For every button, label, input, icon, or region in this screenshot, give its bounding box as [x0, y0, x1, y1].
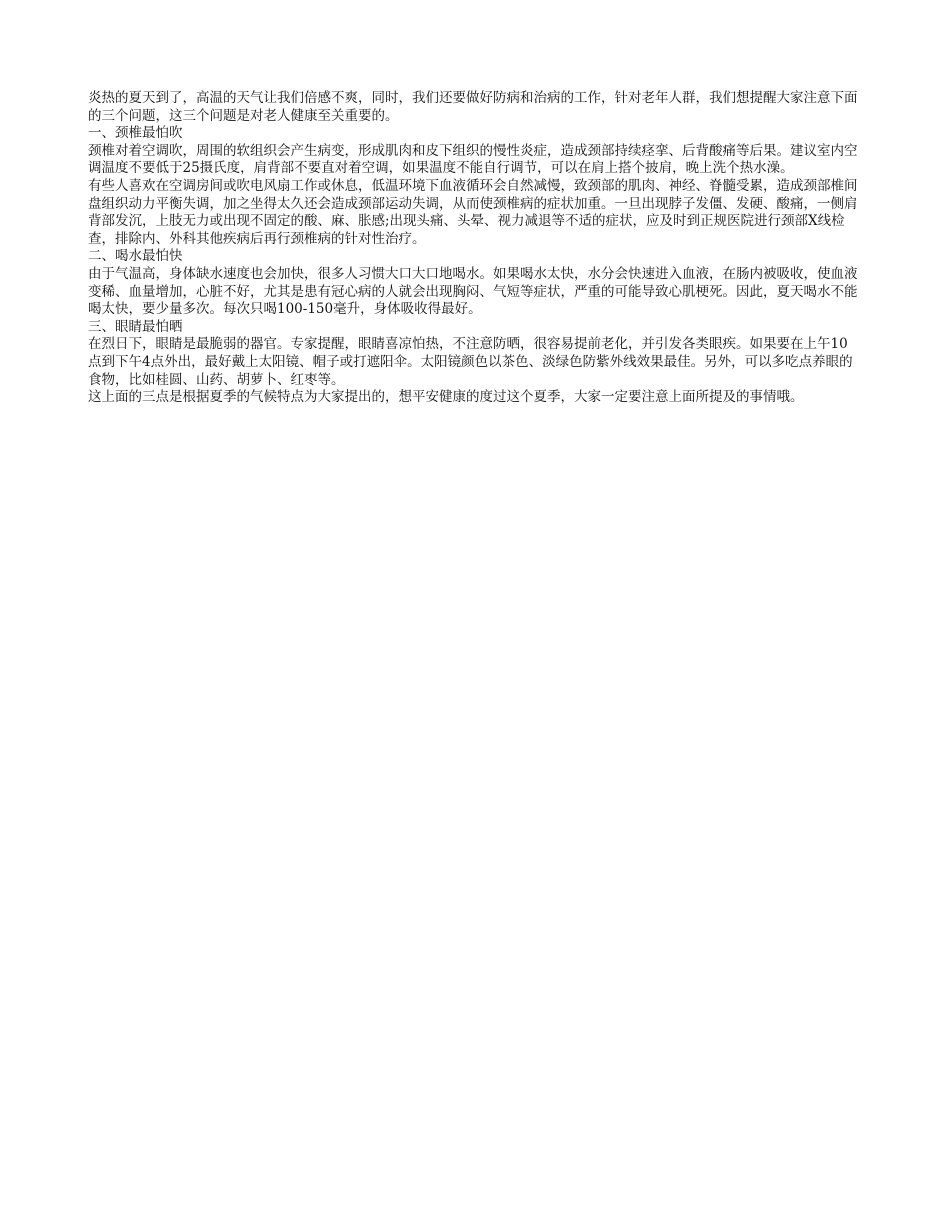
- section-heading-neck: 一、颈椎最怕吹: [88, 125, 183, 142]
- section-heading-eyes: 三、眼睛最怕晒: [88, 318, 183, 335]
- body-paragraph: 由于气温高，身体缺水速度也会加快，很多人习惯大口大口地喝水。如果喝水太快，水分会快速进入血液，在肠内被吸收，使血液变稀、血量增加，心脏不好，尤其是患有冠心病的人就会出现胸闷、气短等症状，严重的可能导致心肌梗死。因此，夏天喝水不能喝太快，要少量多次。每次只喝100-150毫升，身体吸收得最好。: [88, 265, 858, 318]
- body-paragraph: 颈椎对着空调吹，周围的软组织会产生病变，形成肌肉和皮下组织的慢性炎症，造成颈部持续痉挛、后背酸痛等后果。建议室内空调温度不要低于25摄氏度，肩背部不要直对着空调，如果温度不能自行调节，可以在肩上搭个披肩，晚上洗个热水澡。: [88, 142, 858, 177]
- document-body: [88, 90, 860, 407]
- section-heading-water: 二、喝水最怕快: [88, 248, 183, 265]
- intro-paragraph: 炎热的夏天到了，高温的天气让我们倍感不爽，同时，我们还要做好防病和治病的工作，针对老年人群，我们想提醒大家注意下面的三个问题，这三个问题是对老人健康至关重要的。: [88, 90, 858, 124]
- closing-paragraph: 这上面的三点是根据夏季的气候特点为大家提出的，想平安健康的度过这个夏季，大家一定要注意上面所提及的事情哦。: [88, 389, 804, 406]
- body-paragraph: 有些人喜欢在空调房间或吹电风扇工作或休息，低温环境下血液循环会自然减慢，致颈部的肌肉、神经、脊髓受累，造成颈部椎间盘组织动力平衡失调，加之坐得太久还会造成颈部运动失调，从而使颈椎病的症状加重。一旦出现脖子发僵、发硬、酸痛，一侧肩背部发沉，上肢无力或出现不固定的酸、麻、胀感;出现头痛、头晕、视力减退等不适的症状，应及时到正规医院进行颈部X线检查，排除内、外科其他疾病后再行颈椎病的针对性治疗。: [88, 177, 858, 247]
- body-paragraph: 在烈日下，眼睛是最脆弱的器官。专家提醒，眼睛喜凉怕热，不注意防晒，很容易提前老化，并引发各类眼疾。如果要在上午10点到下午4点外出，最好戴上太阳镜、帽子或打遮阳伞。太阳镜颜色以茶色、淡绿色防紫外线效果最佳。另外，可以多吃点养眼的食物，比如桂圆、山药、胡萝卜、红枣等。: [88, 336, 853, 388]
